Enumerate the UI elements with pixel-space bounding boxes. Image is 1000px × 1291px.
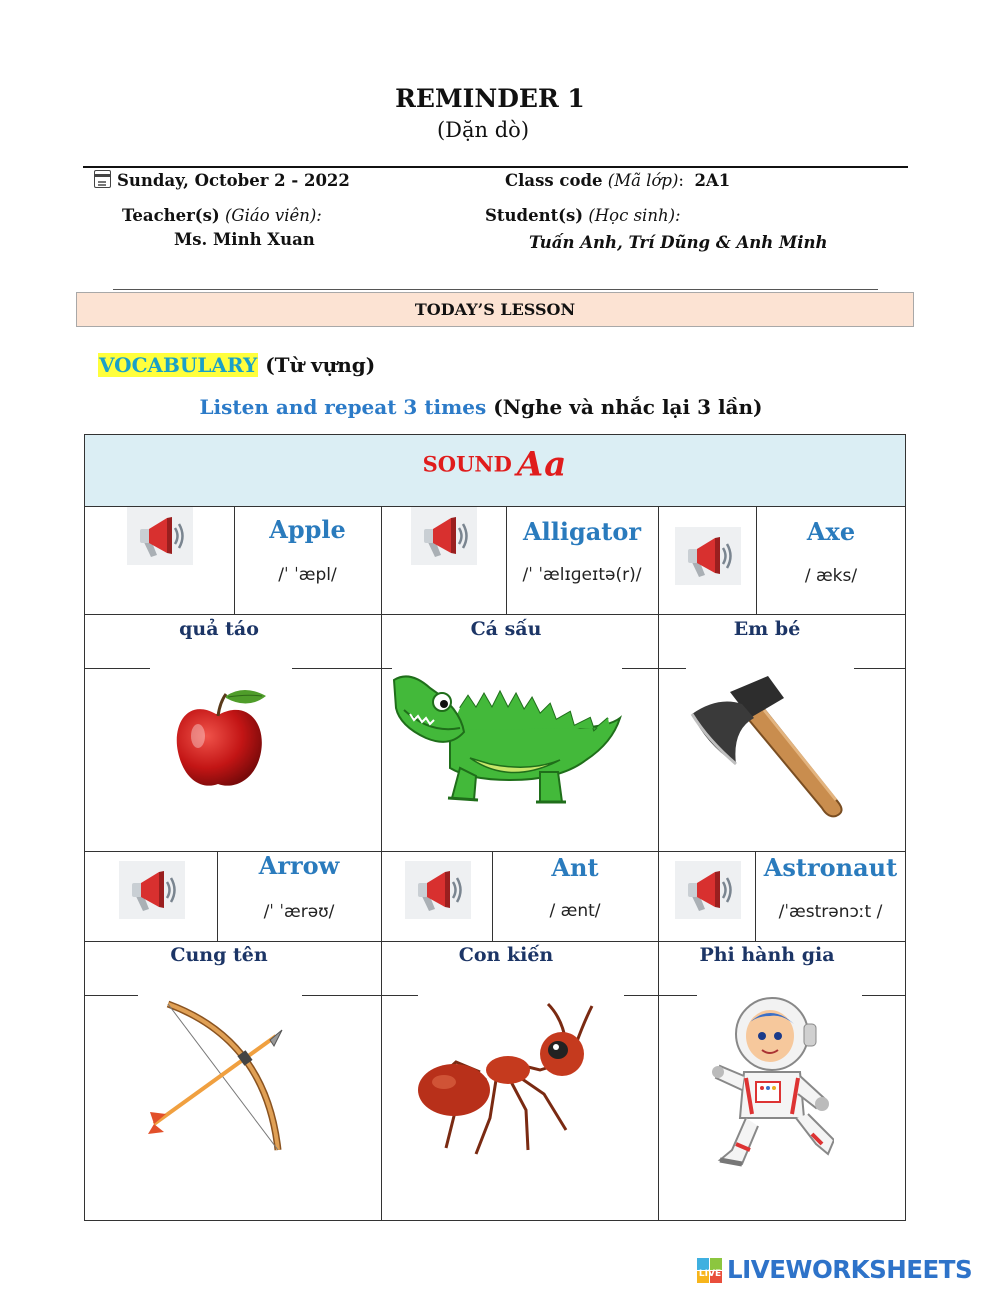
- teacher-label: Teacher(s) (Giáo viên):: [122, 206, 322, 225]
- svg-text:LIVE: LIVE: [698, 1269, 722, 1279]
- table-line: [84, 851, 906, 852]
- speaker-icon[interactable]: [127, 507, 193, 565]
- student-label: Student(s) (Học sinh):: [485, 206, 681, 225]
- listen-instruction: Listen and repeat 3 times (Nghe và nhắc lại 3 lần): [199, 395, 763, 419]
- speaker-icon[interactable]: [675, 527, 741, 585]
- arrow-bow-image: [146, 1000, 286, 1160]
- word-axe: Axe: [806, 517, 856, 546]
- todays-lesson-bar: TODAY’S LESSON: [76, 292, 914, 327]
- meaning-alligator: Cá sấu: [470, 618, 542, 640]
- axe-image: [688, 674, 854, 818]
- class-code: Class code (Mã lớp): 2A1: [505, 171, 731, 190]
- brand-badge-icon: [697, 1258, 723, 1284]
- table-line: [84, 941, 906, 942]
- speaker-icon[interactable]: [119, 861, 185, 919]
- header-rule: [83, 166, 908, 168]
- teacher-name: Ms. Minh Xuan: [174, 230, 315, 249]
- speaker-icon[interactable]: [411, 507, 477, 565]
- calendar-icon: [94, 170, 111, 188]
- table-line: [84, 614, 906, 615]
- ipa-alligator: /ˈ ˈælɪɡeɪtə(r)/: [522, 565, 642, 585]
- word-alligator: Alligator: [522, 517, 642, 546]
- astronaut-image: [712, 994, 834, 1170]
- meaning-arrow: Cung tên: [170, 944, 268, 966]
- meaning-axe: Em bé: [733, 618, 801, 640]
- alligator-image: [390, 668, 622, 818]
- ipa-arrow: /ˈ ˈærəʊ/: [263, 902, 335, 922]
- lesson-date: Sunday, October 2 - 2022: [117, 171, 350, 190]
- ipa-apple: /ˈ ˈæpl/: [278, 565, 337, 585]
- table-line: [84, 506, 906, 507]
- page-subtitle: (Dặn dò): [436, 118, 530, 142]
- table-line: [381, 506, 382, 1221]
- word-astronaut: Astronaut: [763, 853, 898, 882]
- student-names: Tuấn Anh, Trí Dũng & Anh Minh: [529, 233, 828, 252]
- meaning-ant: Con kiến: [458, 944, 554, 966]
- word-ant: Ant: [551, 853, 599, 882]
- table-line: [658, 506, 659, 1221]
- word-arrow: Arrow: [258, 851, 340, 880]
- meaning-apple: quả táo: [179, 618, 259, 640]
- word-apple: Apple: [269, 515, 346, 544]
- vocabulary-heading: VOCABULARY (Từ vựng): [99, 353, 376, 377]
- ant-image: [416, 998, 596, 1158]
- meta-rule: [113, 289, 878, 290]
- ipa-axe: / æks/: [804, 566, 858, 586]
- ipa-astronaut: /ˈæstrənɔːt /: [778, 902, 883, 922]
- sound-title: SOUND Aa: [422, 444, 568, 485]
- apple-image: [168, 684, 272, 794]
- speaker-icon[interactable]: [405, 861, 471, 919]
- speaker-icon[interactable]: [675, 861, 741, 919]
- ipa-ant: / ænt/: [549, 901, 601, 921]
- meaning-astronaut: Phi hành gia: [699, 944, 835, 966]
- page-title: REMINDER 1: [395, 84, 585, 113]
